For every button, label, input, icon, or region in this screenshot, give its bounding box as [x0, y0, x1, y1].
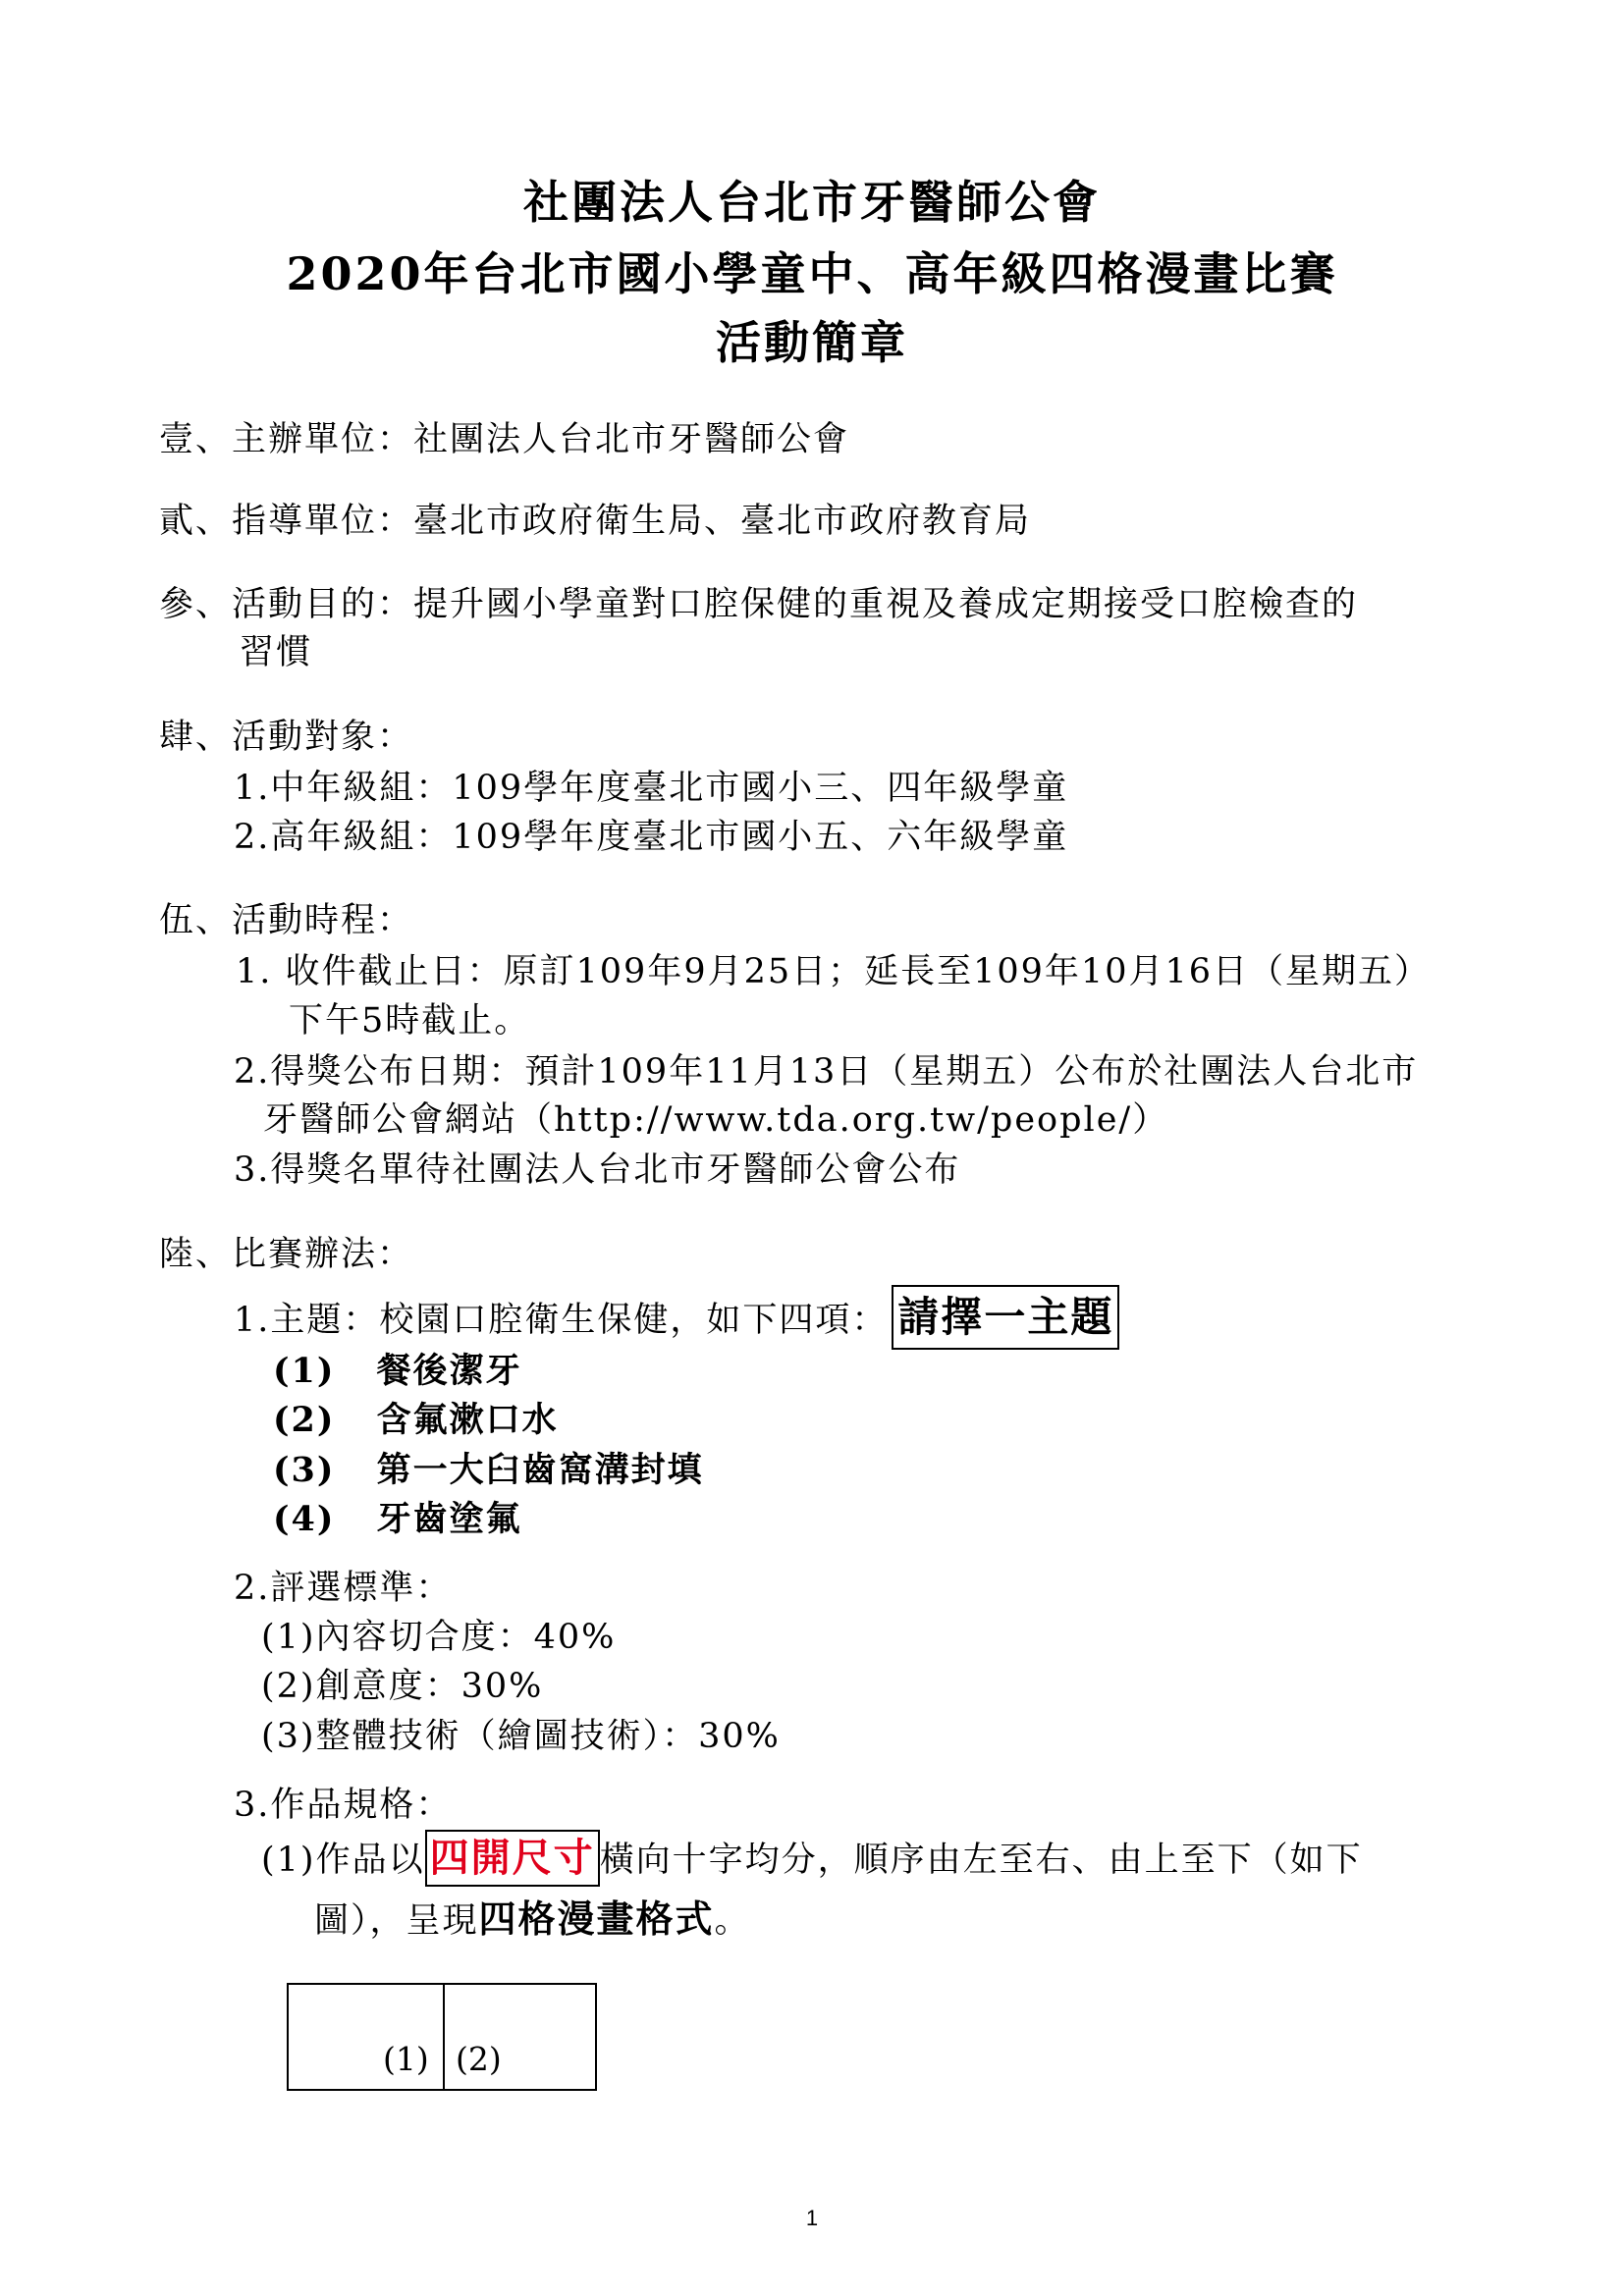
theme-text: 餐後潔牙 — [376, 1351, 522, 1391]
theme-number: (3) — [273, 1450, 336, 1490]
section-rules-title: 陸、比賽辦法： — [159, 1235, 414, 1274]
section-purpose-cont: 習慣 — [240, 633, 313, 672]
spec-format-emphasis: 四格漫畫格式 — [478, 1896, 715, 1941]
theme-number: (1) — [273, 1351, 336, 1391]
grid-label-1: (1) — [383, 2040, 429, 2078]
spec-suffix: 橫向十字均分，順序由左至右、由上至下（如下 — [599, 1841, 1363, 1880]
grid-label-2: (2) — [456, 2040, 502, 2078]
schedule-item-announce: 2.得獎公布日期：預計109年11月13日（星期五）公布於社團法人台北市 — [234, 1052, 1419, 1092]
criteria-item: (1)內容切合度：40% — [261, 1618, 617, 1657]
section-target-title: 肆、活動對象： — [159, 718, 414, 757]
theme-number: (4) — [273, 1499, 336, 1539]
spec-line2-suffix: 。 — [714, 1901, 751, 1941]
section-organizer: 壹、主辦單位：社團法人台北市牙醫師公會 — [159, 420, 850, 459]
theme-number: (2) — [273, 1400, 336, 1440]
spec-size-emphasis: 四開尺寸 — [425, 1830, 600, 1887]
doc-title-event: 2020年台北市國小學童中、高年級四格漫畫比賽 — [286, 247, 1338, 300]
spec-item — [261, 1830, 1363, 1887]
criteria-item: (2)創意度：30% — [261, 1667, 544, 1706]
section-schedule-title: 伍、活動時程： — [159, 901, 414, 940]
theme-item — [273, 1344, 522, 1393]
target-item: 2.高年級組：109學年度臺北市國小五、六年級學童 — [234, 818, 1069, 857]
theme-item — [273, 1393, 559, 1442]
spec-prefix: (1)作品以 — [261, 1841, 425, 1880]
spec-line2-prefix: 圖），呈現 — [314, 1901, 479, 1941]
criteria-title: 2.評選標準： — [234, 1569, 453, 1608]
theme-text: 牙齒塗氟 — [376, 1499, 522, 1539]
theme-prefix: 1.主題：校園口腔衛生保健，如下四項： — [234, 1301, 889, 1340]
schedule-item-announce-cont: 牙醫師公會網站（http://www.tda.org.tw/people/） — [263, 1100, 1169, 1140]
schedule-item-deadline-cont: 下午5時截止。 — [289, 1001, 531, 1041]
doc-title-brochure: 活動簡章 — [716, 316, 908, 369]
theme-item — [273, 1443, 704, 1492]
section-advisor: 貳、指導單位：臺北市政府衛生局、臺北市政府教育局 — [159, 502, 1032, 541]
section-purpose: 參、活動目的：提升國小學童對口腔保健的重視及養成定期接受口腔檢查的 — [159, 585, 1359, 624]
criteria-item: (3)整體技術（繪圖技術）：30% — [261, 1717, 781, 1756]
schedule-item-list: 3.得獎名單待社團法人台北市牙醫師公會公布 — [234, 1150, 961, 1190]
page-number: 1 — [805, 2206, 819, 2230]
schedule-item-deadline: 1. 收件截止日：原訂109年9月25日；延長至109年10月16日（星期五） — [236, 952, 1432, 991]
comic-grid-diagram — [287, 1983, 597, 2091]
theme-item — [273, 1492, 522, 1541]
spec-title: 3.作品規格： — [234, 1786, 453, 1825]
grid-divider — [443, 1985, 445, 2089]
doc-title-org: 社團法人台北市牙醫師公會 — [523, 176, 1101, 229]
theme-text: 含氟漱口水 — [376, 1400, 559, 1440]
target-item: 1.中年級組：109學年度臺北市國小三、四年級學童 — [234, 769, 1069, 808]
theme-emphasis-box: 請擇一主題 — [892, 1285, 1119, 1350]
spec-item-cont — [314, 1889, 751, 1943]
theme-text: 第一大臼齒窩溝封填 — [376, 1450, 704, 1490]
rules-theme — [234, 1285, 1119, 1350]
